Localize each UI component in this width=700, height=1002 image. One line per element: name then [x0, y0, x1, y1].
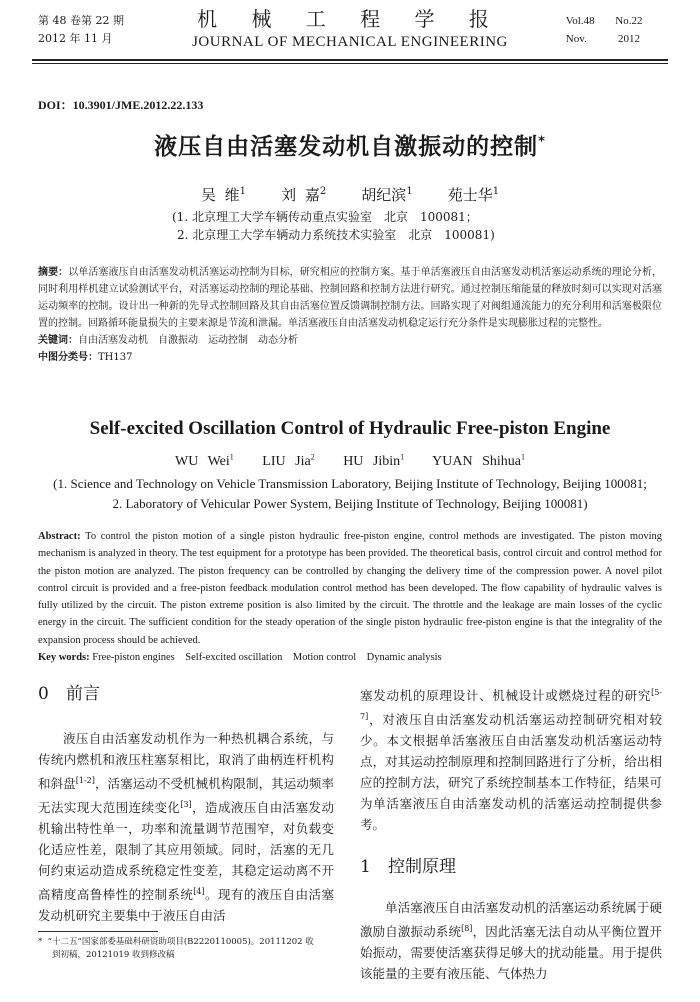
- issue-date: 2012 年 11 月: [38, 32, 113, 45]
- class-number: TH137: [98, 352, 133, 363]
- header-rule-thick: [32, 59, 668, 61]
- body-left-column: [38, 682, 334, 926]
- affiliation-cn-2: 2. 北京理工大学车辆动力系统技术实验室 北京 100081): [177, 228, 495, 242]
- section-number: 1: [360, 857, 371, 878]
- year: 2012: [618, 33, 640, 45]
- issue-info: [38, 12, 124, 48]
- keywords-en: Free-piston engines Self-excited oscillation Motion control Dynamic analysis: [92, 652, 442, 664]
- author-cn: 刘 嘉$^2$: [281, 186, 327, 204]
- header-rule-thin: [32, 63, 668, 64]
- citation: [1-2]: [75, 776, 95, 785]
- affiliation-en-2: 2. Laboratory of Vehicular Power System, Beijing Institute of Technology, Beijing 100081): [112, 496, 588, 511]
- section-title: 前言: [66, 684, 100, 704]
- issue-number: 第 48 卷第 22 期: [38, 14, 124, 27]
- section-number: 0: [38, 684, 49, 704]
- abstract-en: [38, 528, 662, 666]
- author-en: HU Jibin$^1$: [343, 452, 405, 469]
- authors-cn: [0, 184, 700, 205]
- citation: [5-7]: [360, 688, 662, 722]
- abstract-en-text: To control the piston motion of a single piston hydraulic free-piston engine, control methods are investigated. The piston moving mechanism is analyzed in theory. The test equipment for a prototype has been provided. The theoretical basis, control circuit and control method for the piston motion are analyzed. The piston frequency can be controlled by changing the delivery time of the compression power. A novel pilot control circuit is provided and a free-piston feedback modulation control method has been developed. The flow capability of hydraulic valves is fully utilized by the circuit. The piston extreme position is also limited by the circuit. The throttle and the leakage are main losses of the cyclic energy in the circuit. The sufficient condition for the steady operation of the single piston hydraulic free-piston engine is that the integrality of the expansion process should be achieved.: [38, 531, 663, 646]
- footnote-line: “十二五”国家部委基础科研资助项目(B2220110005)。20111202 收: [47, 937, 314, 947]
- title-footnote-mark: *: [538, 134, 546, 150]
- author-en: YUAN Shihua$^1$: [432, 452, 525, 469]
- month: Nov.: [565, 33, 587, 45]
- section-title: 控制原理: [388, 857, 456, 878]
- doi: DOI：10.3901/JME.2012.22.133: [38, 98, 204, 112]
- author-en: LIU Jia$^2$: [262, 452, 315, 469]
- footnote-line: 到初稿，20121019 收到修改稿: [52, 950, 175, 960]
- abstract-cn-label: 摘要：: [38, 267, 69, 278]
- paragraph: 塞发动机的原理设计、机械设计或燃烧过程的研究[5-7]，对液压自由活塞发动机活塞运动控制研究相对较少。本文根据单活塞液压自由活塞发动机活塞运动特点，对其运动控制原理和控制回路进行了分析，给出相应的控制方法，研究了系统控制基本工作特征，结果可为单活塞液压自由活塞发动机的活塞运动控制提供参考。: [360, 688, 662, 833]
- class-number-label: 中图分类号：: [38, 352, 98, 363]
- section-heading: [360, 855, 662, 879]
- author-en: WU Wei$^1$: [175, 452, 234, 469]
- citation: [8]: [461, 924, 473, 934]
- abstract-en-label: Abstract:: [38, 531, 81, 542]
- affiliation-en-1: (1. Science and Technology on Vehicle Transmission Laboratory, Beijing Institute of Technology, Beijing 100081;: [53, 476, 647, 491]
- title-cn-text: 液压自由活塞发动机自激振动的控制: [154, 134, 539, 160]
- abstract-cn: [38, 264, 662, 366]
- affiliations-en: [0, 474, 700, 514]
- number: No.22: [615, 15, 643, 27]
- affiliations-cn: [172, 208, 495, 244]
- journal-name-en: JOURNAL OF MECHANICAL ENGINEERING: [192, 34, 508, 50]
- footnote-mark: *: [38, 937, 43, 947]
- footnote: [38, 936, 334, 962]
- title-cn: [0, 128, 700, 161]
- abstract-cn-text: 以单活塞液压自由活塞发动机活塞运动控制为目标，研究相应的控制方案。基于单活塞液压自由活塞发动机活塞运动系统的理论分析，同时利用样机建立试验测试平台，对活塞运动控制的理论基础、控制回路和控制方法进行研究。通过控制压缩能量的释放时刻可以实现对活塞运动频率的控制。设计出一种新的先导式控制回路及其自由活塞位置反馈调制控制方法。回路实现了对阀组通流能力的充分利用和活塞极限位置的控制。回路循环能量损失的主要来源是节流和泄漏。单活塞液压自由活塞发动机稳定运行充分条件是实现膨胀过程的完整性。: [38, 267, 663, 329]
- title-en: Self-excited Oscillation Control of Hydraulic Free-piston Engine: [89, 418, 611, 439]
- citation: [4]: [193, 887, 205, 897]
- affiliation-cn-1: (1. 北京理工大学车辆传动重点实验室 北京 100081；: [172, 210, 478, 224]
- keywords-cn: 自由活塞发动机 自激振动 运动控制 动态分析: [78, 335, 298, 346]
- journal-name-cn: 机 械 工 程 学 报: [197, 7, 503, 31]
- authors-en: [0, 452, 700, 470]
- keywords-cn-label: 关键词：: [38, 335, 78, 346]
- journal-masthead: [160, 6, 540, 52]
- citation: [3]: [180, 800, 192, 810]
- section-heading: [38, 682, 334, 706]
- author-cn: 胡纪滨$^1$: [361, 186, 413, 204]
- paragraph: 单活塞液压自由活塞发动机的活塞运动系统属于硬激励自激振动系统[8]，因此活塞无法自动从平衡位置开始振动，需要使活塞获得足够大的扰动能量。用于提供该能量的主要有液压能、气体热力: [360, 900, 662, 982]
- paragraph: 液压自由活塞发动机作为一种热机耦合系统，与传统内燃机和液压柱塞泵相比，取消了曲柄连杆机构和斜盘[1-2]，活塞运动不受机械机构限制，其运动频率无法实现大范围连续变化[3]，造成液压自由活塞发动机输出特性单一，功率和流量调节范围窄，对负载变化适应性差，限制了其应用领域。同时，活塞的无几何约束运动造成系统稳定性变差，其稳定运动离不开高精度高鲁棒性的控制系统[4]。现有的液压自由活塞发动机研究主要集中于液压自由活: [38, 731, 334, 924]
- author-cn: 苑士华$^1$: [447, 186, 500, 204]
- volume-info: [566, 12, 662, 48]
- volume: Vol.48: [565, 15, 595, 27]
- body-right-column: [360, 682, 662, 984]
- author-cn: 吴 维$^1$: [200, 186, 246, 204]
- footnote-rule: [38, 931, 158, 932]
- keywords-en-label: Key words:: [38, 652, 90, 664]
